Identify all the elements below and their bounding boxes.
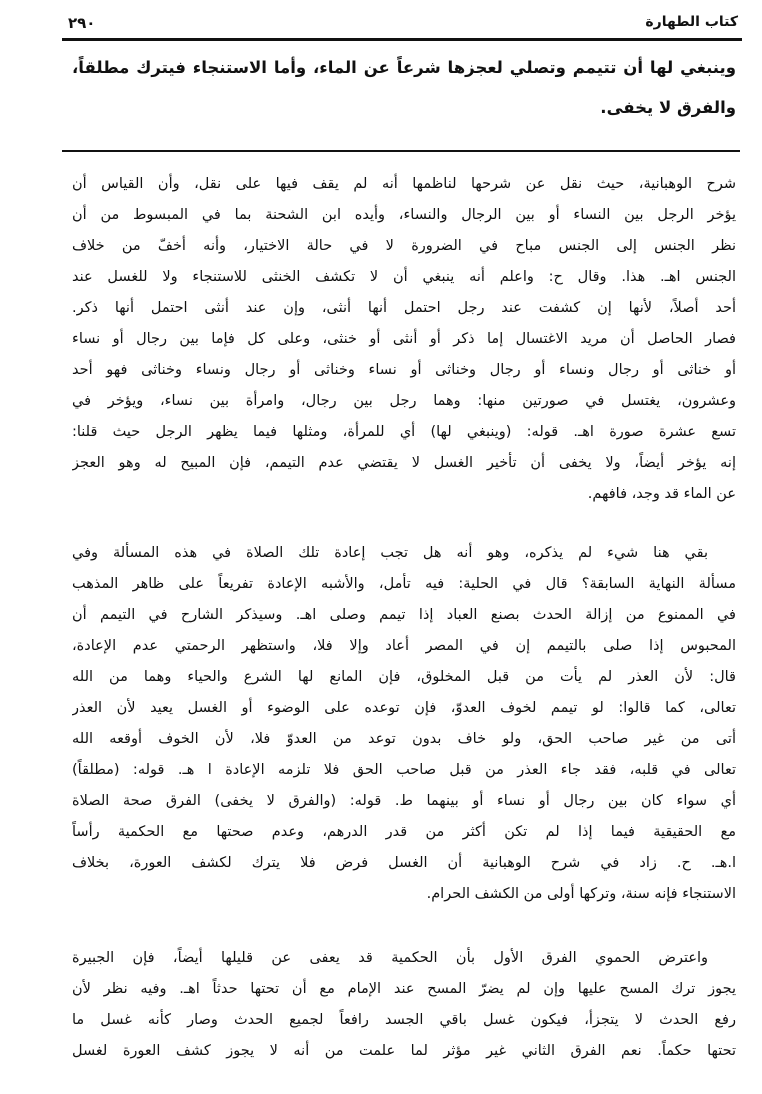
main-text-line: والفرق لا يخفى. [600,98,736,117]
commentary-line: الجنس اهـ. هذا. وقال ح: واعلم أنه ينبغي أن لا تكشف الخنثى للاستنجاء ولا للغسل عند [72,269,736,285]
commentary-line: تسع عشرة صورة اهـ. قوله: (وينبغي لها) أي للمرأة، ومثلها فيما يظهر الرجل حيث قلنا: [72,424,736,440]
commentary-line: يؤخر الرجل بين النساء أو بين الرجال والنساء، وأيده ابن الشحنة بما في المبسوط من أن [72,207,736,223]
main-text-line: وينبغي لها أن تتيمم وتصلي لعجزها شرعاً عن الماء، وأما الاستنجاء فيترك مطلقاً، [72,58,736,77]
commentary-line: ا.هـ. ح. زاد في شرح الوهبانية أن الغسل فرض فلا يترك لكشف العورة، بخلاف [72,855,736,871]
commentary-line: فصار الحاصل أن مريد الاغتسال إما ذكر أو أنثى أو خنثى، وعلى كل فإما بين رجال أو نساء [72,331,736,347]
commentary-line: نظر الجنس إلى الجنس مباح في الضرورة لا في حالة الاختيار، وأنه أخفّ من خلاف [72,238,736,254]
footnote-divider [62,150,740,152]
commentary-line: رفع الحدث لا يتجزأ، فيكون غسل باقي الجسد رافعاً لجميع الحدث وصار كأنه غسل ما [72,1012,736,1028]
commentary-line: أو خناثى أو رجال ونساء أو رجال وخناثى أو نساء وخناثى أو رجال ونساء وخناثى فهو أحد [72,362,736,378]
commentary-line: أي سواء كان بين رجال أو نساء أو بينهما ط. قوله: (والفرق لا يخفى) الفرق صحة الصلاة [72,793,736,809]
commentary-line: واعترض الحموي الفرق الأول بأن الحكمية قد يعفى عن قليلها أيضاً، فإن الجبيرة [72,950,708,966]
commentary-line: مسألة النهاية السابقة؟ قال في الحلية: فيه تأمل، والأشبه الإعادة تفريعاً على ظاهر المذهب [72,576,736,592]
page-number: ٢٩٠ [68,14,96,32]
commentary-line: إنه يؤخر أيضاً، ولا يخفى أن تأخير الغسل لا يقتضي عدم التيمم، فإن المبيح له وهو العجز [72,455,736,471]
commentary-line: في الممنوع من إزالة الحدث بصنع العباد إذا تيمم وصلى اهـ. وسيذكر الشارح في التيمم أن [72,607,736,623]
commentary-line: أحد أصلاً، لأنها إن كشفت عند رجل احتمل أنها أنثى، وإن عند أنثى احتمل أنها ذكر. [72,300,736,316]
commentary-line: أتى من غير صاحب الحق، ولو خاف بدون توعد من العدوّ فلا، لأن الخوف أوقعه الله [72,731,736,747]
page-header [62,10,742,41]
commentary-line: تحتها حكماً. نعم الفرق الثاني غير مؤثر لما علمت من أنه لا يجوز كشف العورة لغسل [72,1043,736,1059]
commentary-line: تعالى، كما قالوا: لو تيمم لخوف العدوّ، فإن توعده على الوضوء أو الغسل يعيد لأن العذر [72,700,736,716]
commentary-line: عن الماء قد وجد، فافهم. [587,486,736,502]
commentary-line: المحبوس إذا صلى بالتيمم إن في المصر أعاد وإلا فلا، واستظهر الرحمتي عدم الإعادة، [72,638,736,654]
commentary-line: بقي هنا شيء لم يذكره، وهو أنه هل تجب إعادة تلك الصلاة في هذه المسألة وفي [72,545,708,561]
commentary-line: قال: لأن العذر لم يأت من قبل المخلوق، فإن المانع لها الشرع والحياء وهما من الله [72,669,736,685]
commentary-line: تعالى في قلبه، فقد جاء العذر من قبل صاحب الحق فلا تلزمه الإعادة ا هـ. قوله: (مطلقاً) [72,762,736,778]
commentary-line: شرح الوهبانية، حيث نقل عن شرحها لناظمها أنه لم يقف فيها على نقل، وأن القياس أن [72,176,736,192]
running-title: كتاب الطهارة [645,14,738,30]
commentary-line: يجوز ترك المسح عليها وإن لم يضرّ المسح عند الإمام مع أن تحتها حدثاً اهـ. وفيه نظر لأن [72,981,736,997]
commentary-line: مع الحقيقية فيما إذا لم تكن أكثر من قدر الدرهم، وعدم صحتها مع الحكمية رأساً [72,824,736,840]
commentary-line: وعشرون، يغتسل في صورتين منها: وهما رجل بين رجال، وامرأة بين نساء، ويؤخر في [72,393,736,409]
commentary-line: الاستنجاء فإنه سنة، وتركها أولى من الكشف الحرام. [426,886,736,902]
